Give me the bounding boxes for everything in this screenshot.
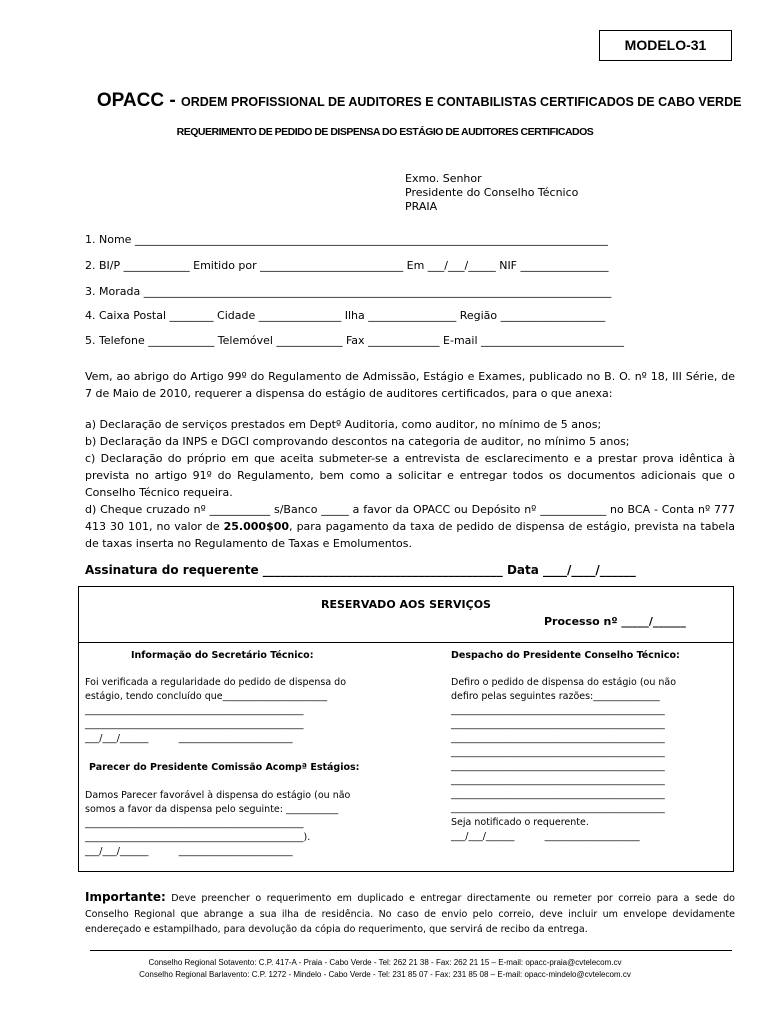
signature-line[interactable]: Assinatura do requerente ________________________________________ Data ____/____/______	[85, 563, 636, 577]
annex-item-a: a) Declaração de serviços prestados em Deptº Auditoria, como auditor, no mínimo de 5 anos;	[85, 418, 602, 431]
organization-heading	[88, 72, 741, 112]
despacho-header: Despacho do Presidente Conselho Técnico:	[451, 650, 680, 661]
important-text: Deve preencher o requerimento em duplicado e entregar directamente ou remeter por correio para a sede do Conselho Regional que abrange a sua ilha de residência. No caso de envio pelo correio, deve incluir um envelope devidamente endereçado e estampilhado, para devolução da cópia do requerimento, que servirá de recibo da entrega.	[85, 893, 735, 935]
annex-item-c: c) Declaração do próprio em que aceita submeter-se a entrevista de esclarecimento e a prestar prova idêntica à prevista no artigo 91º do Regulamento, bem como a solicitar e entregar todos os documentos adicionais que o Conselho Técnico requeira.	[85, 452, 735, 499]
field-caixa-postal[interactable]: 4. Caixa Postal ________ Cidade _______________ Ilha ________________ Região ___________________	[85, 309, 606, 322]
org-acronym: OPACC -	[96, 90, 181, 111]
item-d-text: d) Cheque cruzado nº ___________ s/Banco _____ a favor da OPACC ou Depósito nº ____________ no BCA - Conta nº 777 413 30 101, no valor de	[85, 503, 735, 533]
reserved-divider	[79, 642, 733, 643]
fee-amount: 25.000$00	[223, 520, 290, 533]
footer-sotavento: Conselho Regional Sotavento: C.P. 417-A - Praia - Cabo Verde - Tel: 262 21 38 - Fax: 262 21 15 – E-mail: opacc-praia@cvtelecom.cv	[148, 958, 622, 967]
addressee-line-3: PRAIA	[405, 200, 438, 213]
important-label: Importante:	[85, 890, 166, 904]
reserved-title: RESERVADO AOS SERVIÇOS	[321, 598, 491, 611]
addressee-line-1: Exmo. Senhor	[405, 172, 482, 185]
org-name: ORDEM PROFISSIONAL DE AUDITORES E CONTABILISTAS CERTIFICADOS DE CABO VERDE	[180, 95, 742, 109]
parecer-header: Parecer do Presidente Comissão Acompª Estágios:	[89, 762, 360, 773]
processo-number[interactable]: Processo nº _____/______	[544, 615, 686, 628]
addressee-line-2: Presidente do Conselho Técnico	[405, 186, 579, 199]
despacho-text[interactable]: Defiro o pedido de dispensa do estágio (ou não defiro pelas seguintes razões:______________ _____________________________________________ _____________________________________________ _____________________________________________ _____________________________________________ _____________________________________________ _____________________________________________ _____________________________________________ _____________________________________________ Seja notificado o requerente. ___/___/______ ____________________	[451, 677, 677, 842]
footer-divider	[90, 950, 732, 951]
parecer-text[interactable]: Damos Parecer favorável à dispensa do estágio (ou não somos a favor da dispensa pelo seguinte: ___________ ______________________________________________ ______________________________________________). ___/___/______ ________________________	[85, 790, 351, 857]
field-bi[interactable]: 2. BI/P ____________ Emitido por __________________________ Em ___/___/_____ NIF ________________	[85, 259, 609, 272]
annex-item-d	[85, 501, 735, 552]
field-morada[interactable]: 3. Morada _____________________________________________________________________________________	[85, 285, 612, 298]
request-body	[85, 368, 735, 552]
secretary-info-text[interactable]: Foi verificada a regularidade do pedido de dispensa do estágio, tendo concluído que______________________ ______________________________________________ ______________________________________________ ___/___/______ ________________________	[85, 677, 347, 744]
form-model-label: MODELO-31	[599, 30, 732, 61]
field-telefone[interactable]: 5. Telefone ____________ Telemóvel ____________ Fax _____________ E-mail __________________________	[85, 334, 625, 347]
item-d-text-end: , para pagamento da taxa de pedido de dispensa de estágio, prevista na tabela de taxas inserta no Regulamento de Taxas e Emolumentos.	[85, 520, 735, 550]
important-note	[85, 890, 735, 938]
secretary-info-header: Informação do Secretário Técnico:	[131, 650, 314, 661]
annex-item-b: b) Declaração da INPS e DGCI comprovando descontos na categoria de auditor, no mínimo 5 anos;	[85, 435, 630, 448]
reserved-services-box	[78, 586, 734, 872]
document-title: REQUERIMENTO DE PEDIDO DE DISPENSA DO ESTÁGIO DE AUDITORES CERTIFICADOS	[176, 126, 594, 138]
intro-paragraph: Vem, ao abrigo do Artigo 99º do Regulamento de Admissão, Estágio e Exames, publicado no B. O. nº 18, III Série, de 7 de Maio de 2010, requerer a dispensa do estágio de auditores certificados, para o que anexa:	[85, 370, 735, 400]
footer-barlavento: Conselho Regional Barlavento: C.P. 1272 - Mindelo - Cabo Verde - Tel: 231 85 07 - Fax: 231 85 08 – E-mail: opacc-mindelo@cvtelecom.cv	[139, 970, 631, 979]
field-nome[interactable]: 1. Nome ______________________________________________________________________________________	[85, 233, 608, 246]
